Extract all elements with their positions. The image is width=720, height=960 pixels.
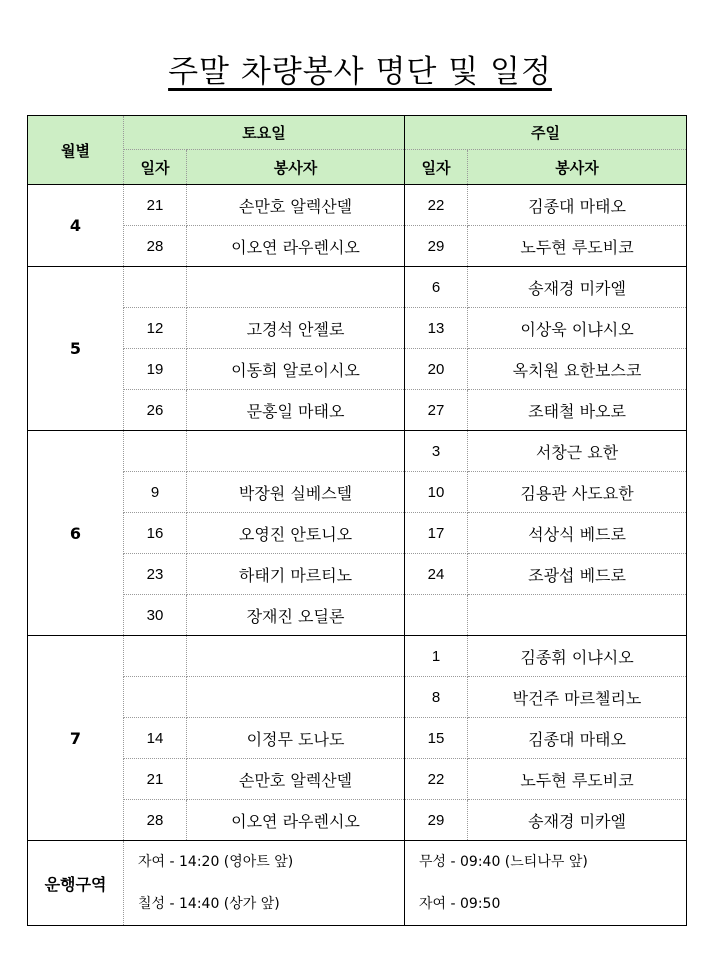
sunday-operation [405,841,687,926]
saturday-date [124,677,187,718]
sunday-volunteer: 조태철 바오로 [468,390,687,431]
sunday-volunteer-header: 봉사자 [468,150,687,185]
saturday-volunteer: 손만호 알렉산델 [187,759,405,800]
saturday-volunteer [187,636,405,677]
table-row [28,431,687,472]
saturday-date: 9 [124,472,187,513]
sunday-volunteer: 김종대 마태오 [468,718,687,759]
saturday-route-1: 자여 - 14:20 (영아트 앞) [138,854,294,870]
sunday-date: 20 [405,349,468,390]
saturday-date [124,431,187,472]
month-column-header: 월별 [28,116,124,185]
sunday-date: 29 [405,226,468,267]
sunday-date: 6 [405,267,468,308]
saturday-operation [124,841,405,926]
table-row [28,800,687,841]
saturday-volunteer-header: 봉사자 [187,150,405,185]
sunday-date: 13 [405,308,468,349]
schedule-table [27,115,687,926]
operation-label: 운행구역 [28,841,124,926]
saturday-date: 16 [124,513,187,554]
page-title: 주말 차량봉사 명단 및 일정 [168,54,552,90]
saturday-volunteer: 문홍일 마태오 [187,390,405,431]
month-cell: 6 [28,431,124,636]
sunday-date: 29 [405,800,468,841]
sunday-date: 1 [405,636,468,677]
saturday-volunteer: 하태기 마르티노 [187,554,405,595]
table-row [28,308,687,349]
saturday-volunteer: 이오연 라우렌시오 [187,226,405,267]
sunday-volunteer: 서창근 요한 [468,431,687,472]
sunday-volunteer: 노두현 루도비코 [468,759,687,800]
table-row [28,226,687,267]
sunday-volunteer: 김종대 마태오 [468,185,687,226]
sunday-volunteer: 송재경 미카엘 [468,267,687,308]
saturday-date: 21 [124,759,187,800]
sunday-volunteer: 석상식 베드로 [468,513,687,554]
saturday-volunteer: 고경석 안젤로 [187,308,405,349]
saturday-volunteer: 장재진 오딜론 [187,595,405,636]
saturday-date [124,267,187,308]
sunday-route-1: 무성 - 09:40 (느티나무 앞) [419,854,588,870]
saturday-date: 30 [124,595,187,636]
sunday-date-header: 일자 [405,150,468,185]
sunday-date: 3 [405,431,468,472]
saturday-date: 21 [124,185,187,226]
table-row [28,472,687,513]
sunday-date: 24 [405,554,468,595]
sunday-date: 15 [405,718,468,759]
sunday-route-2: 자여 - 09:50 [419,896,501,912]
table-row [28,390,687,431]
table-row [28,677,687,718]
saturday-volunteer [187,267,405,308]
sunday-date: 22 [405,759,468,800]
saturday-volunteer: 오영진 안토니오 [187,513,405,554]
sunday-volunteer: 박건주 마르첼리노 [468,677,687,718]
saturday-volunteer: 이동희 알로이시오 [187,349,405,390]
sunday-volunteer: 송재경 미카엘 [468,800,687,841]
saturday-date-header: 일자 [124,150,187,185]
table-row [28,554,687,595]
sunday-header: 주일 [405,116,687,150]
saturday-volunteer [187,431,405,472]
saturday-volunteer: 박장원 실베스텔 [187,472,405,513]
saturday-volunteer [187,677,405,718]
saturday-date: 28 [124,226,187,267]
sunday-date: 22 [405,185,468,226]
saturday-volunteer: 이정무 도나도 [187,718,405,759]
saturday-date: 12 [124,308,187,349]
saturday-date [124,636,187,677]
sunday-volunteer: 조광섭 베드로 [468,554,687,595]
saturday-date: 19 [124,349,187,390]
sunday-volunteer: 노두현 루도비코 [468,226,687,267]
saturday-date: 26 [124,390,187,431]
sunday-volunteer: 옥치원 요한보스코 [468,349,687,390]
sunday-date: 8 [405,677,468,718]
saturday-header: 토요일 [124,116,405,150]
table-row [28,759,687,800]
table-row [28,718,687,759]
table-row [28,267,687,308]
saturday-volunteer: 이오연 라우렌시오 [187,800,405,841]
sunday-volunteer: 김용관 사도요한 [468,472,687,513]
month-cell: 5 [28,267,124,431]
table-row [28,185,687,226]
table-row [28,636,687,677]
sunday-date: 27 [405,390,468,431]
sunday-volunteer: 이상욱 이냐시오 [468,308,687,349]
saturday-volunteer: 손만호 알렉산델 [187,185,405,226]
saturday-date: 28 [124,800,187,841]
sunday-volunteer [468,595,687,636]
month-cell: 4 [28,185,124,267]
saturday-route-2: 칠성 - 14:40 (상가 앞) [138,896,280,912]
sunday-volunteer: 김종휘 이냐시오 [468,636,687,677]
sunday-date: 17 [405,513,468,554]
table-row [28,513,687,554]
saturday-date: 14 [124,718,187,759]
saturday-date: 23 [124,554,187,595]
table-row [28,595,687,636]
month-cell: 7 [28,636,124,841]
table-row [28,349,687,390]
sunday-date [405,595,468,636]
sunday-date: 10 [405,472,468,513]
